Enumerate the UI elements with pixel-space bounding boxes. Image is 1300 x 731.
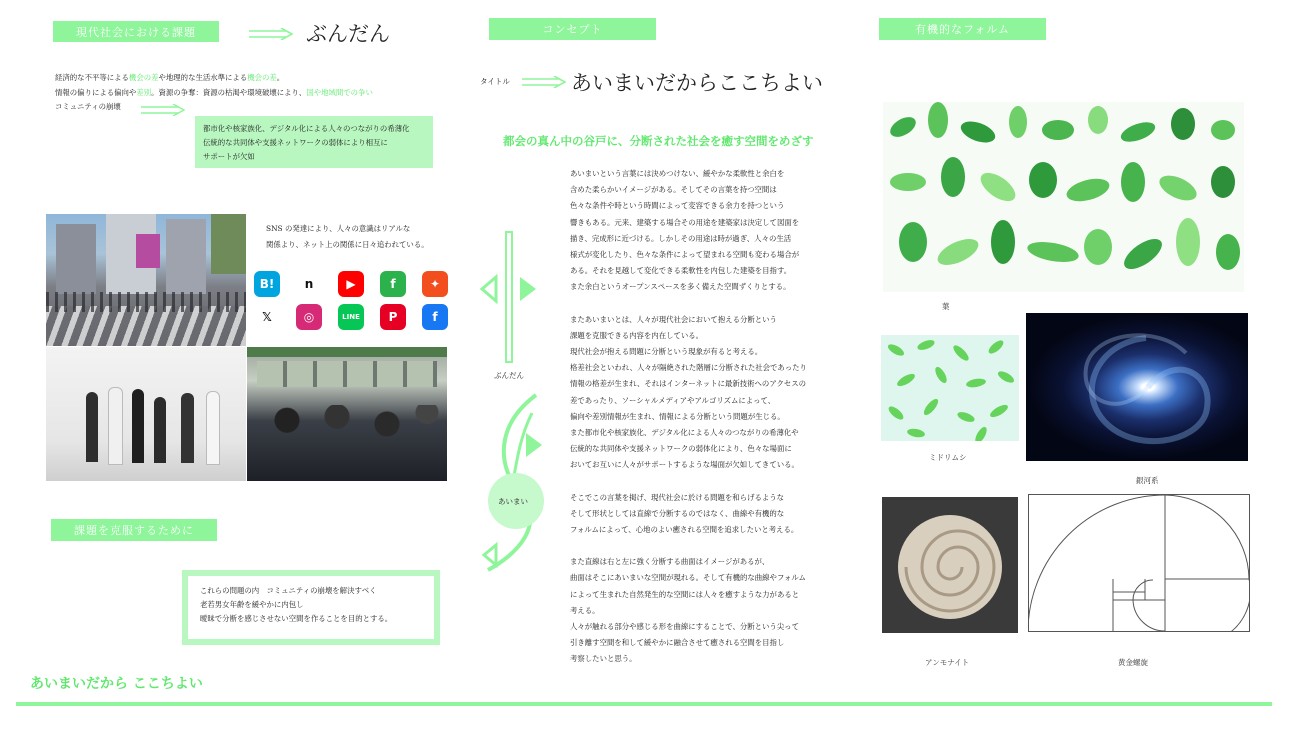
concept-line: 人々が触れる部分や感じる形を曲線にすることで、分断という尖って — [570, 622, 799, 632]
concept-line: 課題を克服できる内容を内在している。 — [570, 330, 704, 340]
concept-line: 伝統的な共同体や支援ネットワークの弱体化により、色々な場面に — [570, 444, 792, 454]
concept-line: そこでこの言葉を掲げ、現代社会に於ける問題を和らげるような — [570, 492, 785, 502]
issue-detail-box — [195, 116, 433, 168]
tag-concept: コンセプト — [489, 18, 656, 40]
concept-line: 響きもある。元来、建築する場合その用途を建築家は決定して図面を — [570, 217, 800, 227]
caption-galaxy: 銀河系 — [1136, 476, 1159, 485]
concept-line: フォルムによって、心地のよい癒される空間を追求したいと考える。 — [570, 525, 799, 535]
highlight-text: 差別 — [136, 87, 152, 97]
box-line: サポートが欠如 — [203, 152, 255, 161]
title-label: タイトル — [480, 77, 510, 86]
concept-line: 描き、完成形に近づける。しかしその用途は時が過ぎ、人々の生活 — [570, 233, 792, 243]
concept-paragraph — [570, 554, 850, 667]
concept-line: 現代社会が抱える問題に分断という現象が有ると考える。 — [570, 347, 763, 357]
facebook-icon: f — [422, 304, 448, 330]
image-golden-spiral — [1028, 494, 1250, 632]
caption-euglena: ミドリムシ — [929, 453, 967, 462]
box-line: 伝統的な共同体や支援ネットワークの弱体により相互に — [203, 138, 388, 147]
concept-line: 色々な条件や時という時間によって変容できる余力を持つという — [570, 201, 785, 211]
concept-line: また都市化や核家族化、デジタル化による人々のつながりの希薄化や — [570, 428, 799, 438]
concept-line: 差であったり、ソーシャルメディアやアルゴリズムによって、 — [570, 395, 776, 405]
concept-line: 引き離す空間を和して緩やかに融合させて癒される空間を目指し — [570, 638, 785, 648]
tag-overcome-issues: 課題を克服するために — [51, 519, 217, 541]
bundan-aimai-diagram — [476, 225, 566, 585]
pinterest-icon: P — [380, 304, 406, 330]
overcome-line: これらの問題の内 コミュニティの崩壊を解決すべく — [200, 586, 377, 595]
keyword-bundan: ぶんだん — [306, 22, 390, 46]
galaxy-spiral-arms — [1026, 313, 1248, 461]
concept-line: 含めた柔らかいイメージがある。そしてその言葉を持つ空間は — [570, 185, 777, 195]
double-arrow-icon — [141, 104, 185, 116]
hatena-icon: B! — [254, 271, 280, 297]
ammonite-illustration — [882, 497, 1018, 633]
double-arrow-icon — [522, 76, 566, 88]
concept-line: 様式が変化したり、色々な条件によって望まれる空間も変わる場合が — [570, 250, 800, 260]
concept-line: 考察したいと思う。 — [570, 654, 637, 664]
image-galaxy — [1026, 313, 1248, 461]
issue-line-1 — [55, 71, 373, 86]
x-icon: 𝕏 — [254, 304, 280, 330]
sns-line: SNS の発達により、人々の意識はリアルな — [266, 224, 411, 233]
concept-line: また直線は右と左に強く分断する曲面はイメージがあるが、 — [570, 557, 770, 567]
caption-golden-spiral: 黄金螺旋 — [1118, 658, 1148, 667]
concept-line: 格差社会といわれ、人々が隔絶された階層に分断された社会であったり — [570, 363, 807, 373]
caption-ammonite: アンモナイト — [925, 658, 970, 667]
issue-text: コミュニティの崩壊 — [55, 102, 121, 111]
concept-line: 偏向や差別情報が生まれ、情報による分断という問題が生じる。 — [570, 411, 785, 421]
concept-line: おいてお互いに人々がサポートするような場面が欠如してきている。 — [570, 460, 799, 470]
euglena-illustration — [881, 335, 1019, 441]
concept-line: そして形状としては直線で分断するのではなく、曲線や有機的な — [570, 508, 785, 518]
footer-title: あいまいだから ここちよい — [30, 676, 203, 692]
issue-text: 。 — [276, 73, 285, 82]
concept-line: またあいまいとは、人々が現代社会において抱える分断という — [570, 314, 777, 324]
feedly-icon: f — [380, 271, 406, 297]
overcome-box — [182, 570, 440, 645]
highlight-text: 国や地域間での争い — [306, 87, 373, 97]
tag-organic-form: 有機的なフォルム — [879, 18, 1046, 40]
concept-subtitle: 都会の真ん中の谷戸に、分断された社会を癒す空間をめざす — [503, 134, 814, 148]
footer-rule — [16, 702, 1272, 706]
overcome-line: 老若男女年齢を緩やかに内包し — [200, 599, 304, 609]
leaves-illustration — [883, 102, 1244, 292]
box-line: 都市化や核家族化、デジタル化による人々のつながりの希薄化 — [203, 124, 410, 133]
concept-line: 情報の格差が生まれ、それはインターネットに最新技術へのアクセスの — [570, 379, 807, 389]
label-bundan: ぶんだん — [494, 371, 524, 380]
double-arrow-icon — [249, 28, 293, 40]
highlight-text: 機会の差 — [128, 73, 159, 82]
concept-title: あいまいだからここちよい — [571, 71, 823, 95]
issue-text: 情報の偏りによる偏向や — [55, 87, 137, 97]
label-aimai: あいまい — [498, 497, 528, 506]
issue-list — [55, 71, 373, 115]
overcome-line: 曖昧で分断を感じさせない空間を作ることを目的とする。 — [200, 613, 393, 623]
line-icon: LINE — [338, 304, 364, 330]
youtube-icon: ▶ — [338, 271, 364, 297]
issue-line-3 — [55, 100, 373, 115]
concept-line: 考える。 — [570, 605, 600, 615]
image-leaves — [883, 102, 1244, 292]
photo-people-smartphones — [46, 347, 246, 481]
sns-description — [266, 221, 429, 253]
instagram-icon: ◎ — [296, 304, 322, 330]
photo-shibuya-crossing — [46, 214, 246, 346]
figma-icon: ✦ — [422, 271, 448, 297]
tag-social-issues: 現代社会における課題 — [53, 21, 219, 42]
photo-crowded-train — [247, 347, 447, 481]
sns-line: 関係より、ネット上の関係に日々追われている。 — [266, 240, 429, 249]
issue-text: 。資源の争奪：資源の枯渇や環境破壊により、 — [151, 87, 307, 97]
image-ammonite — [882, 497, 1018, 633]
concept-line: によって生まれた自然発生的な空間には人々を癒すような力があると — [570, 589, 800, 599]
concept-paragraph — [570, 312, 850, 474]
caption-leaves: 葉 — [942, 302, 950, 311]
concept-paragraph — [570, 166, 850, 296]
highlight-text: 機会の差 — [247, 73, 277, 82]
concept-line: 曲面はそこにあいまいな空間が現れる。そして有機的な曲線やフォルム — [570, 573, 806, 583]
concept-line: あいまいという言葉には決めつけない、緩やかな柔軟性と余白を — [570, 169, 785, 178]
concept-line: また余白というオープンスペースを多く備えた空間ずくりとする。 — [570, 282, 791, 292]
image-euglena — [881, 335, 1019, 441]
concept-paragraph — [570, 490, 850, 539]
concept-line: ある。それを見越して変化できる柔軟性を内包した建築を目指す。 — [570, 266, 792, 276]
issue-text: や地理的な生活水準による — [158, 73, 248, 82]
issue-line-2 — [55, 86, 373, 101]
concept-body — [570, 166, 850, 684]
note-icon: n — [296, 271, 322, 297]
issue-text: 経済的な不平等による — [55, 73, 129, 82]
